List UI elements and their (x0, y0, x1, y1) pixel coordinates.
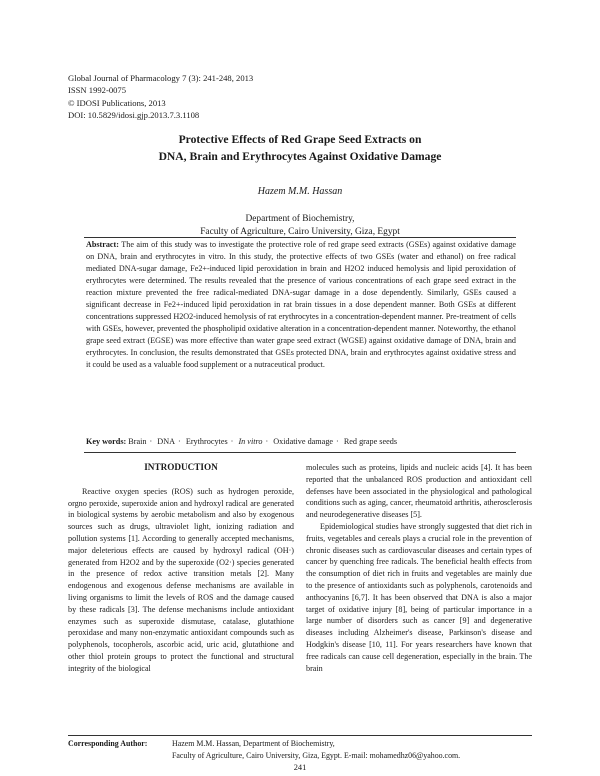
footer-rule (68, 735, 532, 736)
journal-issn: ISSN 1992-0075 (68, 85, 127, 96)
keyword: In vitro (238, 437, 263, 446)
affiliation (60, 213, 540, 239)
paragraph: molecules such as proteins, lipids and nucleic acids [4]. It has been reported that the unbalanced ROS production and antioxidant cell defenses have been associated in the physiological and pathological conditions such as aging, cancer, rheumatoid arthritis, atherosclerosis and neurodegenerative diseases [5]. (306, 463, 532, 520)
journal-copyright: © IDOSI Publications, 2013 (68, 97, 166, 108)
keyword: Red grape seeds (343, 437, 398, 446)
keywords-label: Key words: (86, 437, 127, 446)
paragraph: Reactive oxygen species (ROS) such as hydrogen peroxide, orgno peroxide, superoxide anion and hydroxyl radical are generated in biological systems by aerobic metabolism and also by exogenous sources such as drugs, ultraviolet light, ionizing radiation and pollution systems [1]. According to generally accepted mechanisms, major deleterious effects are caused by hydroxyl radical (OH·) generated from H2O2 and by the superoxide (O2·) species generated in the presence of redox active transition metals [2]. Many endogenous and exogenous defense mechanisms are available in living organisms to limit the levels of ROS and the damage caused by these radicals [3]. The defense mechanisms include antioxidant enzymes such as superoxide dismutase, catalase, glutathione peroxidase and many non-enzymatic antioxidant compounds such as polyphenols, tocopherols, ascorbic acid, uric acid, glutathione and other thiol protein groups to protect the functional and structural integrity of the biological (68, 486, 294, 673)
paragraph: Epidemiological studies have strongly suggested that diet rich in fruits, vegetables and cereals plays a crucial role in the prevention of chronic diseases such as cardiovascular diseases and certain types of cancer by quenching free radicals. The beneficial health effects from the consumption of diet rich in fruits and vegetables are mainly due to the presence of antioxidants such as polyphenols, carotenoids and anthocyanins [6,7]. It has been observed that DNA is also a major target of oxidative injury [8], being of particular importance in a large number of disorders such as cancer [9] and degenerative diseases including Alzheimer's disease, Parkinson's disease and Hodgkin's disease [10, 11]. For years researchers have known that free radicals can cause cell degeneration, especially in the brain. The brain (306, 521, 532, 673)
abstract-block (86, 239, 516, 372)
title-line-2: DNA, Brain and Erythrocytes Against Oxidative Damage (158, 149, 442, 163)
left-column (68, 462, 294, 675)
right-column (306, 462, 532, 674)
author-name: Hazem M.M. Hassan (257, 186, 343, 197)
keyword: DNA (157, 437, 176, 446)
keyword: Brain (128, 437, 147, 446)
footnote-label: Corresponding Author: (68, 739, 148, 748)
keyword: Erythrocytes (185, 437, 228, 446)
section-heading: INTRODUCTION (144, 462, 218, 472)
abstract-label: Abstract: (86, 240, 119, 249)
keyword: Oxidative damage (273, 437, 334, 446)
footnote-line-1: Hazem M.M. Hassan, Department of Biochemistry, (172, 739, 335, 748)
abstract-text: The aim of this study was to investigate the protective role of red grape seed extracts (GSEs) against oxidative damage on DNA, brain and erythrocytes in vitro. In this study, the protective effects of two GSEs (water and ethanol) on free radical mediated DNA-sugar damage, Fe2+-induced lipid peroxidation in brain and H2O2 induced hemolysis and lipid peroxidation of erythrocytes were determined. The results revealed that the presence of various concentrations of each grape seed extract in the reaction mixture prevented the free radical-mediated DNA-sugar damage in a dose dependently. Similarly, GSEs caused a significant decrease in Fe2+-induced lipid peroxidation in rat brain tissues in a dose dependent manner. Both GSEs at different concentrations suppressed H2O2-induced hemolysis of rat erythrocytes in a concentration-dependent manner. Pre-treatment of cells with GSEs, however, prevented the phospholipid oxidative alteration in a concentration-dependent manner. Noteworthy, the ethanol grape seed extract (EGSE) was more effective than water grape seed extract (WGSE) against oxidative damage of DNA, brain and erythrocytes. In conclusion, the results demonstrated that GSEs protected DNA, brain and erythrocytes against oxidative stress and it could be used as a valuable food supplement or a nutraceutical product. (86, 240, 516, 370)
title-line-1: Protective Effects of Red Grape Seed Extracts on (178, 133, 422, 146)
keywords-line: Key words: Brain · DNA · Erythrocytes · In vitro · Oxidative damage · Red grape seeds (86, 437, 398, 446)
affiliation-line-1: Department of Biochemistry, (245, 214, 355, 224)
journal-citation: Global Journal of Pharmacology 7 (3): 241-248, 2013 (68, 73, 254, 83)
footnote-line-2: Faculty of Agriculture, Cairo University, Giza, Egypt. E-mail: mohamedhz06@yahoo.com. (172, 750, 461, 760)
journal-header (68, 72, 253, 122)
journal-doi: DOI: 10.5829/idosi.gjp.2013.7.3.1108 (68, 110, 200, 121)
corresponding-author-footnote (68, 738, 538, 761)
page-number: 241 (293, 763, 307, 772)
abstract-top-rule (84, 237, 516, 238)
affiliation-line-2: Faculty of Agriculture, Cairo University, Giza, Egypt (200, 227, 400, 238)
article-title (60, 132, 540, 165)
abstract-bottom-rule (84, 452, 516, 453)
